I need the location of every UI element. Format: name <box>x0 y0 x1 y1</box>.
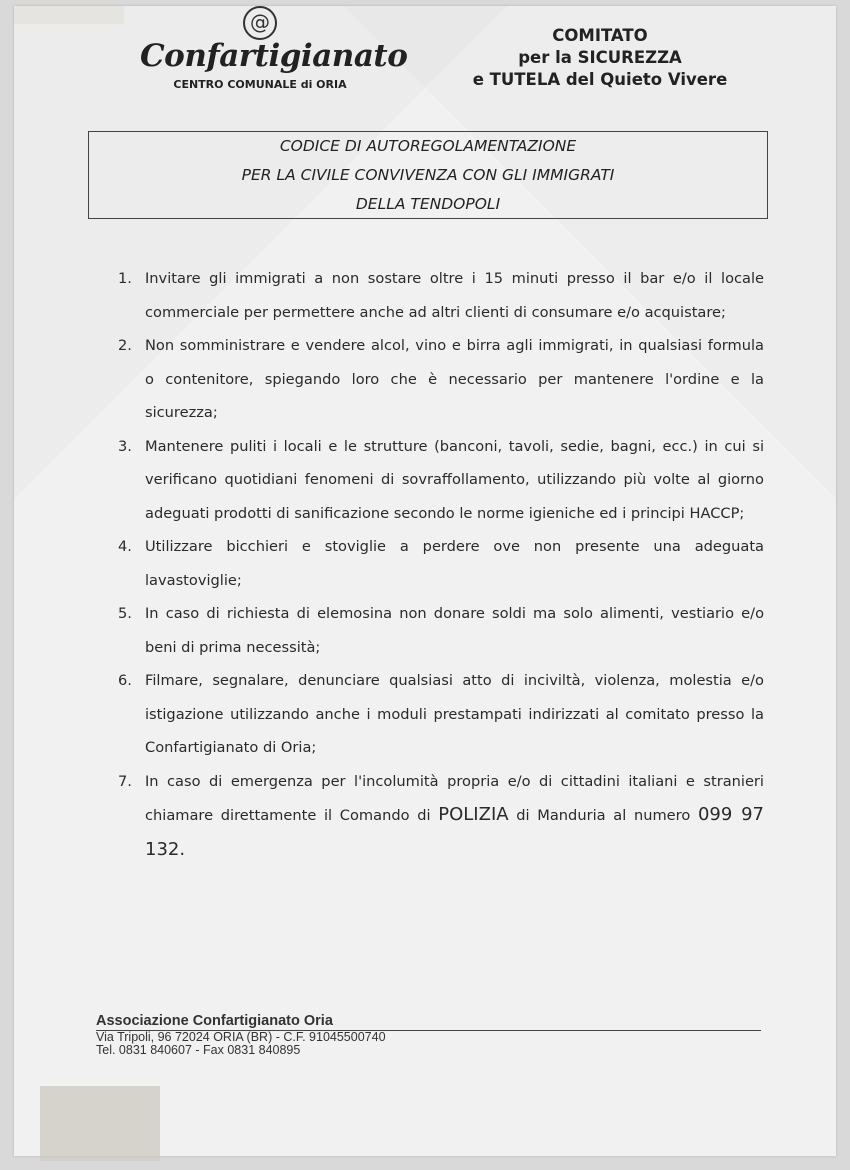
title-line-3: DELLA TENDOPOLI <box>355 195 501 213</box>
committee-line-3: e TUTELA del Quieto Vivere <box>472 70 728 89</box>
rule-item <box>118 430 764 531</box>
association-contacts: Tel. 0831 840607 - Fax 0831 840895 <box>96 1043 301 1057</box>
rule-text: Mantenere puliti i locali e le strutture (banconi, tavoli, sedie, bagni, ecc.) in cui si verificano quotidiani fenomeni di sovraffollamento, utilizzando più volte al giorno adeguati prodotti di sanificazione secondo le norme igieniche ed i principi HACCP; <box>145 437 764 522</box>
document-title-box <box>88 131 768 219</box>
rule-number: 5. <box>118 605 132 622</box>
rule-item <box>118 329 764 430</box>
rule-text: Non somministrare e vendere alcol, vino e birra agli immigrati, in qualsiasi formula o contenitore, spiegando loro che è necessario per mantenere l'ordine e la sicurezza; <box>145 337 764 421</box>
rule-text: In caso di richiesta di elemosina non donare soldi ma solo alimenti, vestiario e/o beni di prima necessità; <box>145 605 764 656</box>
rule-item <box>118 597 764 664</box>
title-line-2: PER LA CIVILE CONVIVENZA CON GLI IMMIGRATI <box>241 166 615 184</box>
emergency-phone-number: 099 97 132. <box>145 804 765 860</box>
rule-number: 6. <box>118 672 132 689</box>
association-address: Via Tripoli, 96 72024 ORIA (BR) - C.F. 91045500740 <box>96 1030 386 1044</box>
rule-number: 4. <box>118 538 132 555</box>
rule-item <box>118 262 764 329</box>
committee-line-1: COMITATO <box>552 26 648 45</box>
rules-list <box>118 262 764 867</box>
rule-item <box>118 664 764 765</box>
rule-item <box>118 530 764 597</box>
committee-line-2: per la SICUREZZA <box>518 48 682 67</box>
rule-text: Utilizzare bicchieri e stoviglie a perdere ove non presente una adeguata lavastoviglie; <box>145 538 764 589</box>
at-symbol-icon: @ <box>243 6 277 40</box>
rule-text-continued: di Manduria al numero <box>508 807 698 824</box>
association-name: Associazione Confartigianato Oria <box>96 1012 761 1031</box>
committee-header <box>455 25 745 91</box>
rule-text: In caso di emergenza per l'incolumità propria e/o di cittadini italiani e stranieri chiamare direttamente il Comando di <box>145 772 764 824</box>
rule-text: Filmare, segnalare, denunciare qualsiasi atto di inciviltà, violenza, molestia e/o istigazione utilizzando anche i moduli prestampati indirizzati al comitato presso la Confartigianato di Oria; <box>145 672 764 756</box>
rule-number: 7. <box>118 772 132 790</box>
tape-scrap-bottom <box>40 1086 160 1161</box>
rule-number: 2. <box>118 337 132 354</box>
police-label: POLIZIA <box>438 804 509 825</box>
rule-number: 1. <box>118 270 132 287</box>
logo-subtitle: CENTRO COMUNALE di ORIA <box>173 78 347 91</box>
rule-number: 3. <box>118 437 132 455</box>
title-line-1: CODICE DI AUTOREGOLAMENTAZIONE <box>279 137 577 155</box>
rule-item <box>118 765 764 868</box>
rule-text: Invitare gli immigrati a non sostare oltre i 15 minuti presso il bar e/o il locale commerciale per permettere anche ad altri clienti di consumare e/o acquistare; <box>145 270 764 321</box>
association-footer <box>96 1012 761 1057</box>
tape-scrap-top <box>14 6 124 24</box>
confartigianato-logo <box>140 6 408 91</box>
logo-name: Confartigianato <box>140 38 408 74</box>
